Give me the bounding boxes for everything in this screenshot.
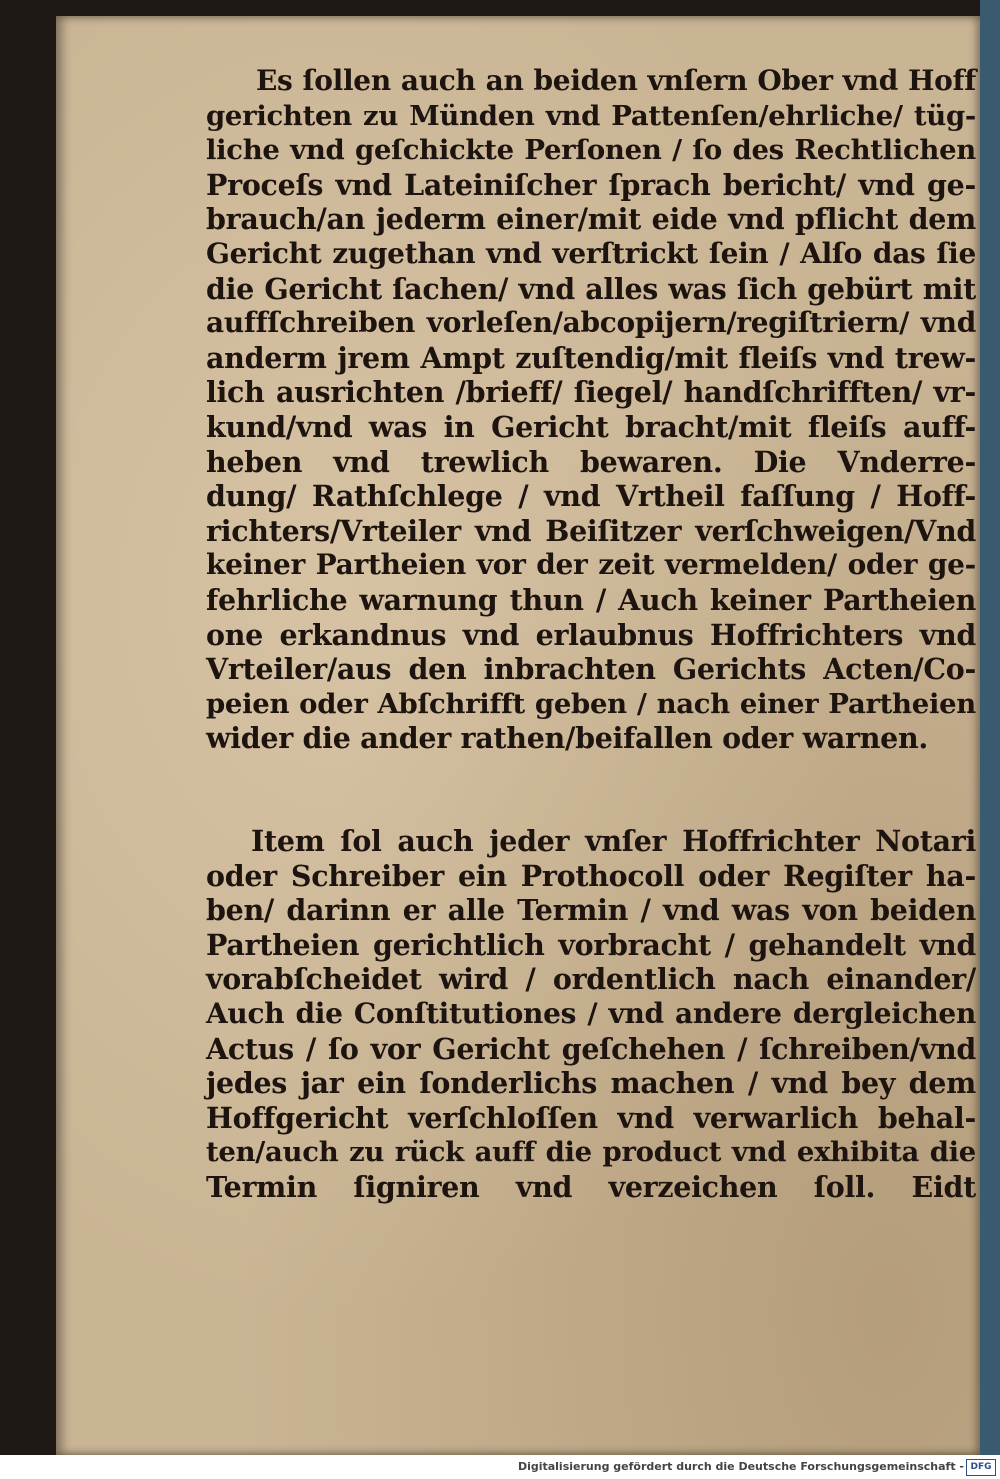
text-line: Partheien gerichtlich vorbracht / gehandelt vnd — [206, 927, 976, 962]
text-line: die Gericht ſachen/ vnd alles was ſich gebürt mit — [206, 271, 976, 306]
text-line: heben vnd trewlich bewaren. Die Vnderre- — [206, 444, 976, 479]
text-line: Actus / ſo vor Gericht geſchehen / ſchreiben/vnd — [206, 1031, 976, 1066]
text-line: ben/ darinn er alle Termin / vnd was von beiden — [206, 893, 976, 928]
text-line: ten/auch zu rück auff die product vnd exhibita die — [206, 1136, 976, 1169]
text-line: Vrteiler/aus den inbrachten Gerichts Acten/Co- — [206, 652, 976, 687]
text-line: Item ſol auch jeder vnſer Hoffrichter Notari — [251, 824, 976, 858]
text-line: fehrliche warnung thun / Auch keiner Partheien — [206, 582, 976, 617]
text-line: brauch/an jederm einer/mit eide vnd pflicht dem — [206, 202, 976, 237]
paragraph-1 — [206, 64, 976, 756]
text-line: Termin ſigniren vnd verzeichen ſoll. Eidt — [206, 1169, 976, 1204]
text-line: Gericht zugethan vnd verſtrickt ſein / Alſo das ſie — [206, 236, 976, 270]
text-line: lich ausrichten /brieff/ ſiegel/ handſchrifften/ vr- — [206, 375, 976, 410]
text-line: peien oder Abſchrifft geben / nach einer Partheien — [206, 687, 976, 720]
scan-edge-strip — [980, 0, 1000, 1455]
text-line: liche vnd geſchickte Perſonen / ſo des Rechtlichen — [206, 134, 976, 167]
paragraph-2 — [206, 824, 976, 1205]
text-line: one erkandnus vnd erlaubnus Hoffrichters vnd — [206, 617, 976, 652]
text-line: Es ſollen auch an beiden vnſern Ober vnd Hoff — [256, 64, 976, 97]
text-line: kund/vnd was in Gericht bracht/mit fleiſs auff- — [206, 409, 976, 444]
text-line: wider die ander rathen/beifallen oder warnen. — [206, 721, 929, 756]
text-line: richters/Vrteiler vnd Beiſitzer verſchweigen/Vnd — [206, 513, 976, 548]
text-line: vorabſcheidet wird / ordentlich nach einander/ — [206, 962, 976, 997]
dfg-logo: DFG — [966, 1459, 996, 1476]
text-line: gerichten zu Münden vnd Pattenſen/ehrliche/ tüg- — [206, 99, 976, 132]
text-line: Auch die Conſtitutiones / vnd andere dergleichen — [206, 996, 976, 1030]
funding-credit: Digitalisierung gefördert durch die Deutsche Forschungsgemeinschaft - — [517, 1460, 964, 1473]
text-line: dung/ Rathſchlege / vnd Vrtheil faſſung / Hoff- — [206, 479, 976, 514]
digitization-footer — [0, 1455, 1000, 1479]
text-line: auffſchreiben vorleſen/abcopijern/regiſtriern/ vnd — [206, 306, 976, 340]
text-line: anderm jrem Ampt zuſtendig/mit fleiſs vnd trew- — [206, 340, 976, 375]
text-line: oder Schreiber ein Prothocoll oder Regiſter ha- — [206, 858, 976, 893]
book-page — [56, 16, 980, 1455]
text-line: Proceſs vnd Lateiniſcher ſprach bericht/ vnd ge- — [206, 167, 976, 202]
text-line: jedes jar ein ſonderlichs machen / vnd bey dem — [206, 1066, 976, 1101]
text-line: keiner Partheien vor der zeit vermelden/ oder ge- — [206, 548, 976, 582]
text-line: Hoffgericht verſchloſſen vnd verwarlich behal- — [206, 1100, 976, 1135]
